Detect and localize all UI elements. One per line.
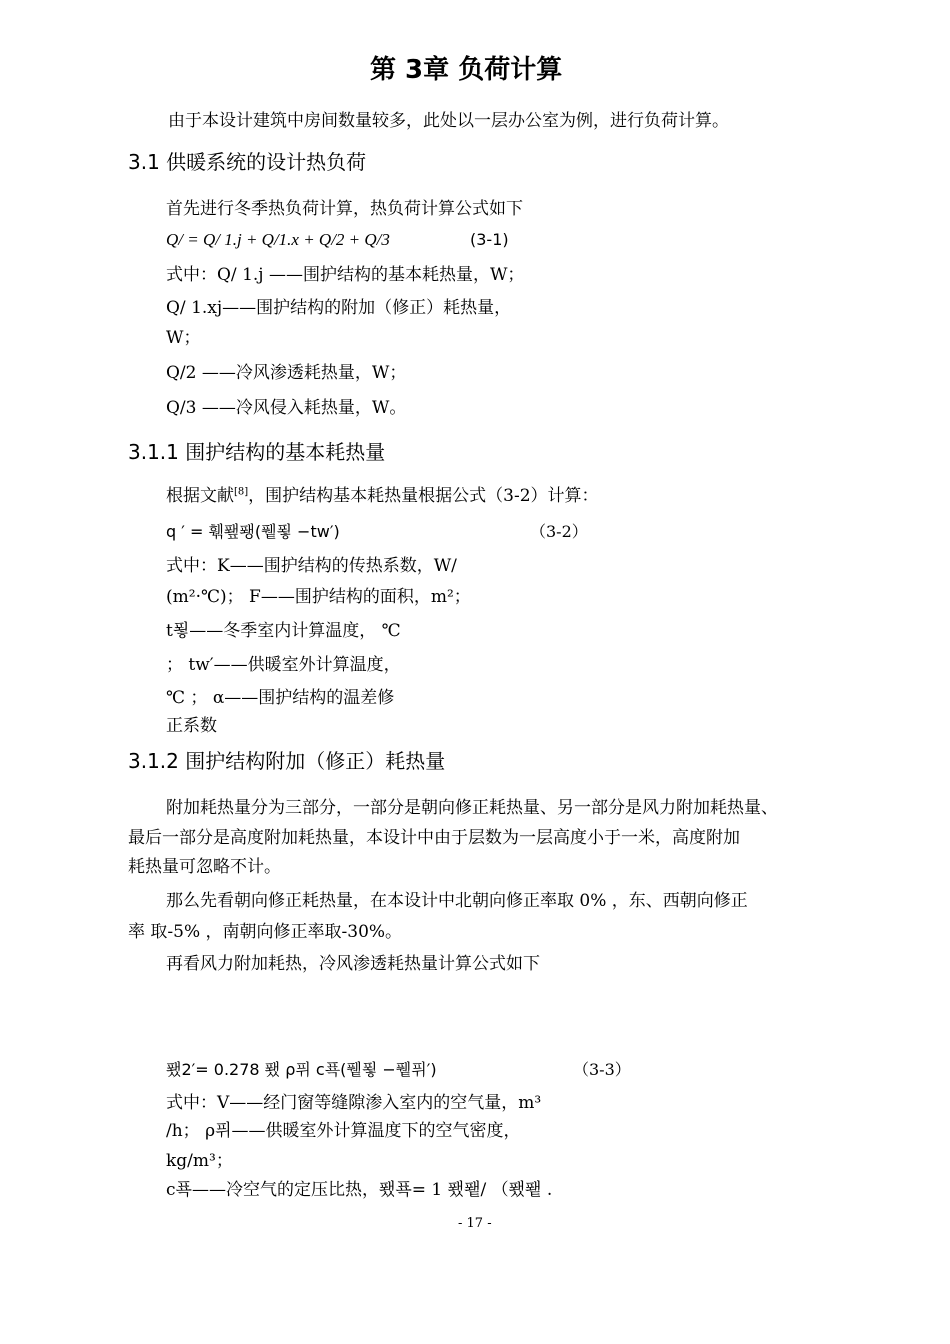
paragraph: 首先进行冬季热负荷计算，热负荷计算公式如下 xyxy=(166,199,523,219)
section-heading-3-1-1: 3.1.1 围护结构的基本耗热量 xyxy=(128,440,386,464)
definition-line: Q/ 1.xj——围护结构的附加（修正）耗热量， xyxy=(166,298,512,318)
paragraph-line: 耗热量可忽略不计。 xyxy=(128,857,281,877)
definition-line: kg/m³； xyxy=(166,1151,233,1171)
paragraph-line: 附加耗热量分为三部分，一部分是朝向修正耗热量、另一部分是风力附加耗热量、 xyxy=(166,798,778,818)
formula-number: （3-3） xyxy=(573,1060,631,1079)
paragraph-line: 率 取-5% ，南朝向修正率取-30%。 xyxy=(128,922,403,942)
formula-number: （3-2） xyxy=(530,522,588,541)
definition-line: 式中：V——经门窗等缝隙渗入室内的空气量，m³ xyxy=(166,1093,542,1113)
page-title: 第 3章 负荷计算 xyxy=(370,55,563,85)
definition-line: ； tw′——供暖室外计算温度， xyxy=(166,655,401,675)
section-heading-3-1: 3.1 供暖系统的设计热负荷 xyxy=(128,150,367,174)
definition-line: ℃ ； α——围护结构的温差修 xyxy=(166,688,395,708)
section-heading-3-1-2: 3.1.2 围护结构附加（修正）耗热量 xyxy=(128,749,446,773)
citation: [8] xyxy=(234,486,249,498)
definition-line: W； xyxy=(166,328,201,348)
paragraph xyxy=(166,486,599,506)
formula-3-1: Q/ = Q/ 1.j + Q/1.x + Q/2 + Q/3 xyxy=(166,230,390,249)
definition-line: (m²·℃)； F——围护结构的面积，m²； xyxy=(166,587,471,607)
formula-number: (3-1) xyxy=(470,230,509,249)
paragraph-line: 再看风力附加耗热，冷风渗透耗热量计算公式如下 xyxy=(166,954,540,974)
definition-line: 正系数 xyxy=(166,716,217,736)
text-run: ，围护结构基本耗热量根据公式（3-2）计算： xyxy=(248,486,599,506)
text-run: 根据文献 xyxy=(166,486,234,506)
page-number: - 17 - xyxy=(458,1216,492,1231)
definition-line: 式中：K——围护结构的传热系数，W/ xyxy=(166,556,457,576)
formula-3-3: 퐸2′= 0.278 퐸 ρ퓌 c푝(퓉푛 −퓉퓌′) xyxy=(166,1060,437,1079)
definition-line: t푛——冬季室内计算温度， ℃ xyxy=(166,621,401,641)
formula-3-2: q ′ = 훾퐾퐹(퓉푛 −tw′) xyxy=(166,522,340,541)
definition-line: Q/3 ——冷风侵入耗热量，W。 xyxy=(166,398,407,418)
paragraph-line: 那么先看朝向修正耗热量，在本设计中北朝向修正率取 0% ，东、西朝向修正 xyxy=(166,891,748,911)
paragraph-line: 最后一部分是高度附加耗热量，本设计中由于层数为一层高度小于一米，高度附加 xyxy=(128,828,740,848)
intro-paragraph: 由于本设计建筑中房间数量较多，此处以一层办公室为例，进行负荷计算。 xyxy=(168,111,729,131)
definition-line: /h； ρ퓌——供暖室外计算温度下的空气密度， xyxy=(166,1121,521,1141)
definition-line: Q/2 ——冷风渗透耗热量，W； xyxy=(166,363,407,383)
definition-line: 式中：Q/ 1.j ——围护结构的基本耗热量，W； xyxy=(166,265,525,285)
definition-line: c푝——冷空气的定压比热，퐸푝= 1 퐸퐽/ （퐸퐽 . xyxy=(166,1180,553,1200)
